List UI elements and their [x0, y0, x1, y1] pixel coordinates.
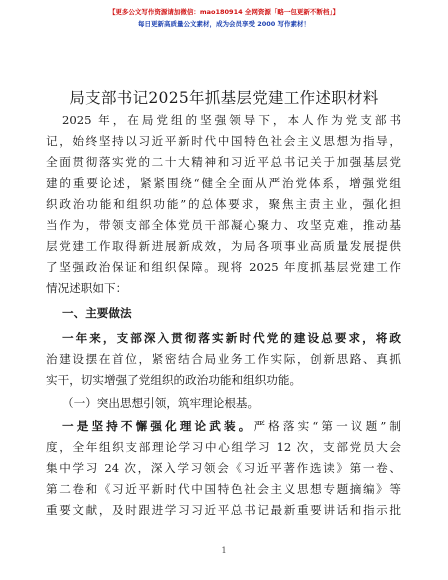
paragraph-line: 织政治功能和组织功能”的总体要求，聚焦主责主业，强化担: [46, 197, 401, 211]
document-title: 局支部书记2025年抓基层党建工作述职材料: [69, 89, 379, 107]
promo-banner-line-1: 【更多公文写作资源请加微信：mao180914 全网资源「略一包更新不断档」】: [108, 8, 340, 16]
paragraph-line: 一年来，支部深入贯彻落实新时代党的建设总要求，将政: [62, 331, 401, 345]
paragraph-line: 重要文献，及时跟进学习习近平总书记最新重要讲话和指示批: [46, 503, 401, 517]
paragraph-line: 2025 年，在局党组的坚强领导下，本人作为党支部书: [62, 113, 401, 127]
paragraph-line: 度，全年组织支部理论学习中心组学习 12 次，支部党员大会: [46, 440, 401, 454]
paragraph-line: 集中学习 24 次，深入学习领会《习近平著作选读》第一卷、: [46, 461, 401, 475]
paragraph-line: 第二卷和《习近平新时代中国特色社会主义思想专题摘编》等: [46, 482, 401, 496]
paragraph-line: 实干，切实增强了党组织的政治功能和组织功能。: [46, 373, 302, 387]
paragraph-line: 治建设摆在首位，紧密结合局业务工作实际，创新思路、真抓: [46, 352, 401, 366]
page-number: 1: [221, 546, 227, 555]
paragraph-line: 记，始终坚持以习近平新时代中国特色社会主义思想为指导，: [46, 134, 401, 148]
paragraph-line: 情况述职如下：: [46, 281, 128, 295]
lead-rest: 严格落实“第一议题”制: [253, 419, 401, 433]
paragraph-line: 当作为，带领支部全体党员干部凝心聚力、攻坚克难，推动基: [46, 218, 401, 232]
paragraph-line: 全面贯彻落实党的二十大精神和习近平总书记关于加强基层党: [46, 155, 401, 169]
lead-phrase: 一是坚持不懈强化理论武装。: [62, 419, 254, 433]
section-heading: 一、主要做法: [62, 306, 132, 320]
paragraph-line: 建的重要论述，紧紧围绕“健全全面从严治党体系，增强党组: [46, 176, 401, 190]
paragraph-line: [62, 418, 401, 434]
paragraph-line: 了坚强政治保证和组织保障。现将 2025 年度抓基层党建工作: [46, 260, 401, 274]
promo-banner-line-2: 每日更新高质量公文素材，成为会员享受 2000 写作素材！: [137, 20, 311, 28]
subsection-heading: （一）突出思想引领，筑牢理论根基。: [62, 396, 260, 410]
paragraph-line: 层党建工作取得新进展新成效，为局各项事业高质量发展提供: [46, 239, 401, 253]
